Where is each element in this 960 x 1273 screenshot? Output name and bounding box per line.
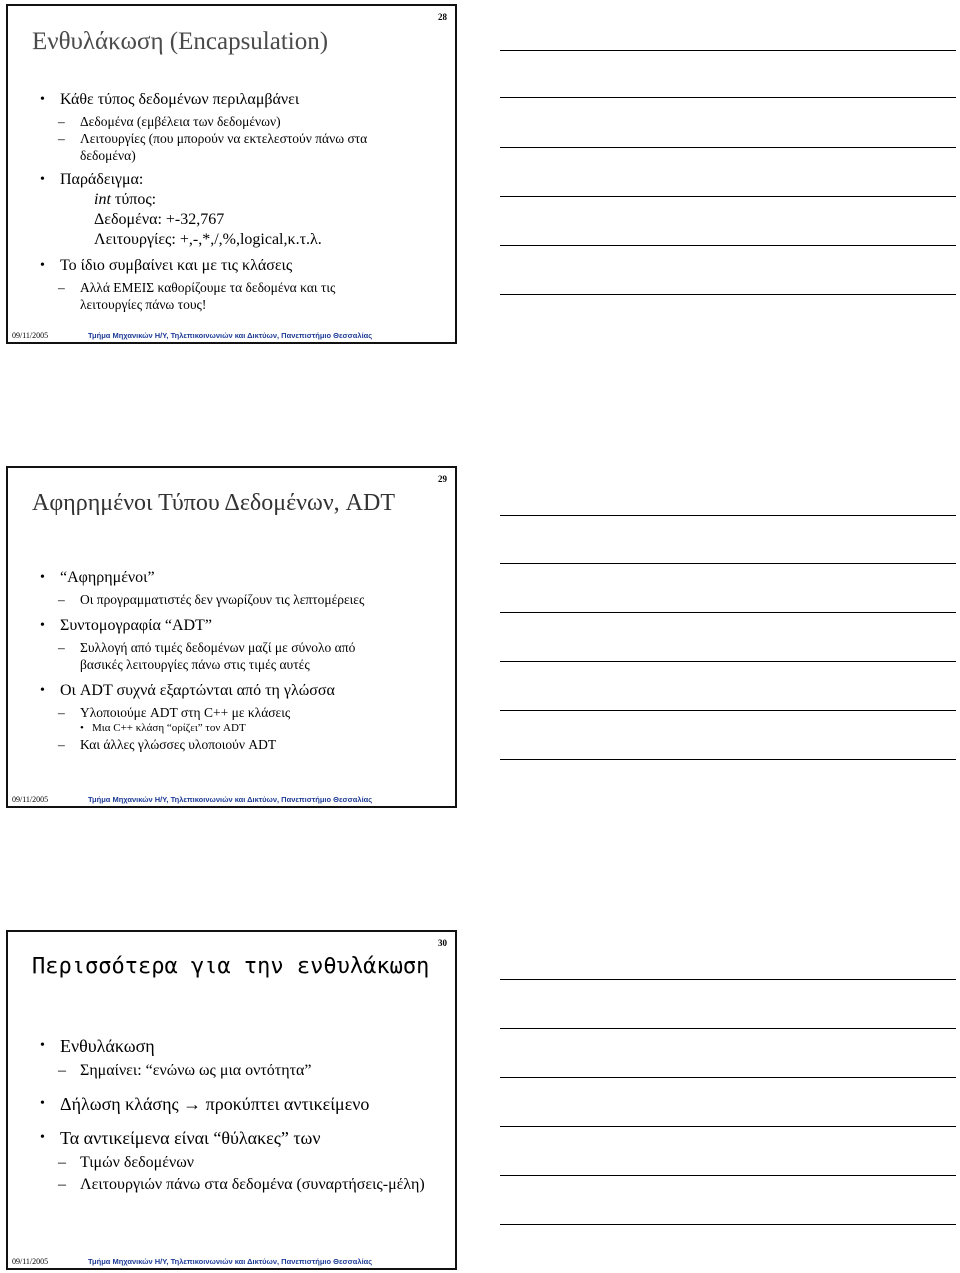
note-line xyxy=(500,612,956,613)
note-line xyxy=(500,1175,956,1176)
footer-department: Τμήμα Μηχανικών Η/Υ, Τηλεπικοινωνιών και Δικτύων, Πανεπιστήμιο Θεσσαλίας xyxy=(88,1257,373,1266)
slide-number: 30 xyxy=(438,938,447,948)
slide-footer xyxy=(8,1252,455,1266)
bullet: • Συντομογραφία “ADT” xyxy=(8,616,455,636)
note-line xyxy=(500,710,956,711)
bullet-continuation xyxy=(8,190,455,210)
code-keyword: int xyxy=(94,191,111,208)
bullet: • Παράδειγμα: xyxy=(8,170,455,190)
slide-number: 29 xyxy=(438,474,447,484)
sub-bullet: – Συλλογή από τιμές δεδομένων μαζί με σύνολο από βασικές λειτουργίες πάνω στις τιμές αυτές xyxy=(8,639,370,673)
sub-bullet: – Υλοποιούμε ADT στη C++ με κλάσεις xyxy=(8,704,455,721)
sub-bullet: – Λειτουργίες (που μπορούν να εκτελεστούν πάνω στα δεδομένα) xyxy=(8,130,370,164)
bullet-continuation: Δεδομένα: +-32,767 xyxy=(94,211,225,228)
bullet-continuation: Λειτουργίες: +,-,*,/,%,logical,κ.τ.λ. xyxy=(94,231,322,248)
note-line xyxy=(500,515,956,516)
note-line xyxy=(500,50,956,51)
note-line xyxy=(500,979,956,980)
slide-content xyxy=(8,1034,455,1196)
note-line xyxy=(500,759,956,760)
bullet: • “Αφηρημένοι” xyxy=(8,568,455,588)
note-line xyxy=(500,1126,956,1127)
note-line xyxy=(500,245,956,246)
note-line xyxy=(500,1028,956,1029)
bullet: • Δήλωση κλάσης → προκύπτει αντικείμενο xyxy=(8,1092,455,1116)
sub-bullet: – Και άλλες γλώσσες υλοποιούν ADT xyxy=(8,736,455,753)
sub-bullet: – Σημαίνει: “ενώνω ως μια οντότητα” xyxy=(8,1060,455,1082)
note-line xyxy=(500,294,956,295)
note-line xyxy=(500,1077,956,1078)
slide-number: 28 xyxy=(438,12,447,22)
footer-department: Τμήμα Μηχανικών Η/Υ, Τηλεπικοινωνιών και Δικτύων, Πανεπιστήμιο Θεσσαλίας xyxy=(88,795,373,804)
bullet: • Τα αντικείμενα είναι “θύλακες” των xyxy=(8,1126,455,1150)
sub-bullet: – Λειτουργιών πάνω στα δεδομένα (συναρτήσεις-μέλη) xyxy=(8,1174,440,1196)
slide-title: Περισσότερα για την ενθυλάκωση xyxy=(32,954,430,979)
slide-footer xyxy=(8,326,455,340)
slide-title: Ενθυλάκωση (Encapsulation) xyxy=(32,28,329,55)
note-line xyxy=(500,1224,956,1225)
sub-bullet: – Αλλά ΕΜΕΙΣ καθορίζουμε τα δεδομένα και τις λειτουργίες πάνω τους! xyxy=(8,279,370,313)
slide-28 xyxy=(6,4,457,344)
bullet: • Κάθε τύπος δεδομένων περιλαμβάνει xyxy=(8,90,455,110)
bullet: • Ενθυλάκωση xyxy=(8,1034,455,1058)
note-line xyxy=(500,661,956,662)
sub-sub-bullet: • Μια C++ κλάση “ορίζει” τον ADT xyxy=(8,721,455,736)
bullet: • Το ίδιο συμβαίνει και με τις κλάσεις xyxy=(8,256,455,276)
slide-29 xyxy=(6,466,457,808)
bullet-text: τύπος: xyxy=(110,191,157,208)
bullet: • Οι ADT συχνά εξαρτώνται από τη γλώσσα xyxy=(8,681,455,701)
sub-bullet: – Τιμών δεδομένων xyxy=(8,1152,455,1174)
slide-30 xyxy=(6,930,457,1270)
footer-date: 09/11/2005 xyxy=(12,1257,49,1266)
sub-bullet: – Δεδομένα (εμβέλεια των δεδομένων) xyxy=(8,113,455,130)
note-line xyxy=(500,563,956,564)
footer-date: 09/11/2005 xyxy=(12,795,49,804)
slide-footer xyxy=(8,790,455,804)
slide-title: Αφηρημένοι Τύπου Δεδομένων, ADT xyxy=(32,490,395,516)
note-line xyxy=(500,97,956,98)
footer-department: Τμήμα Μηχανικών Η/Υ, Τηλεπικοινωνιών και Δικτύων, Πανεπιστήμιο Θεσσαλίας xyxy=(88,331,373,340)
sub-bullet: – Οι προγραμματιστές δεν γνωρίζουν τις λεπτομέρειες xyxy=(8,591,455,608)
slide-content xyxy=(8,568,455,753)
footer-date: 09/11/2005 xyxy=(12,331,49,340)
note-line xyxy=(500,147,956,148)
note-line xyxy=(500,196,956,197)
slide-content xyxy=(8,90,455,313)
